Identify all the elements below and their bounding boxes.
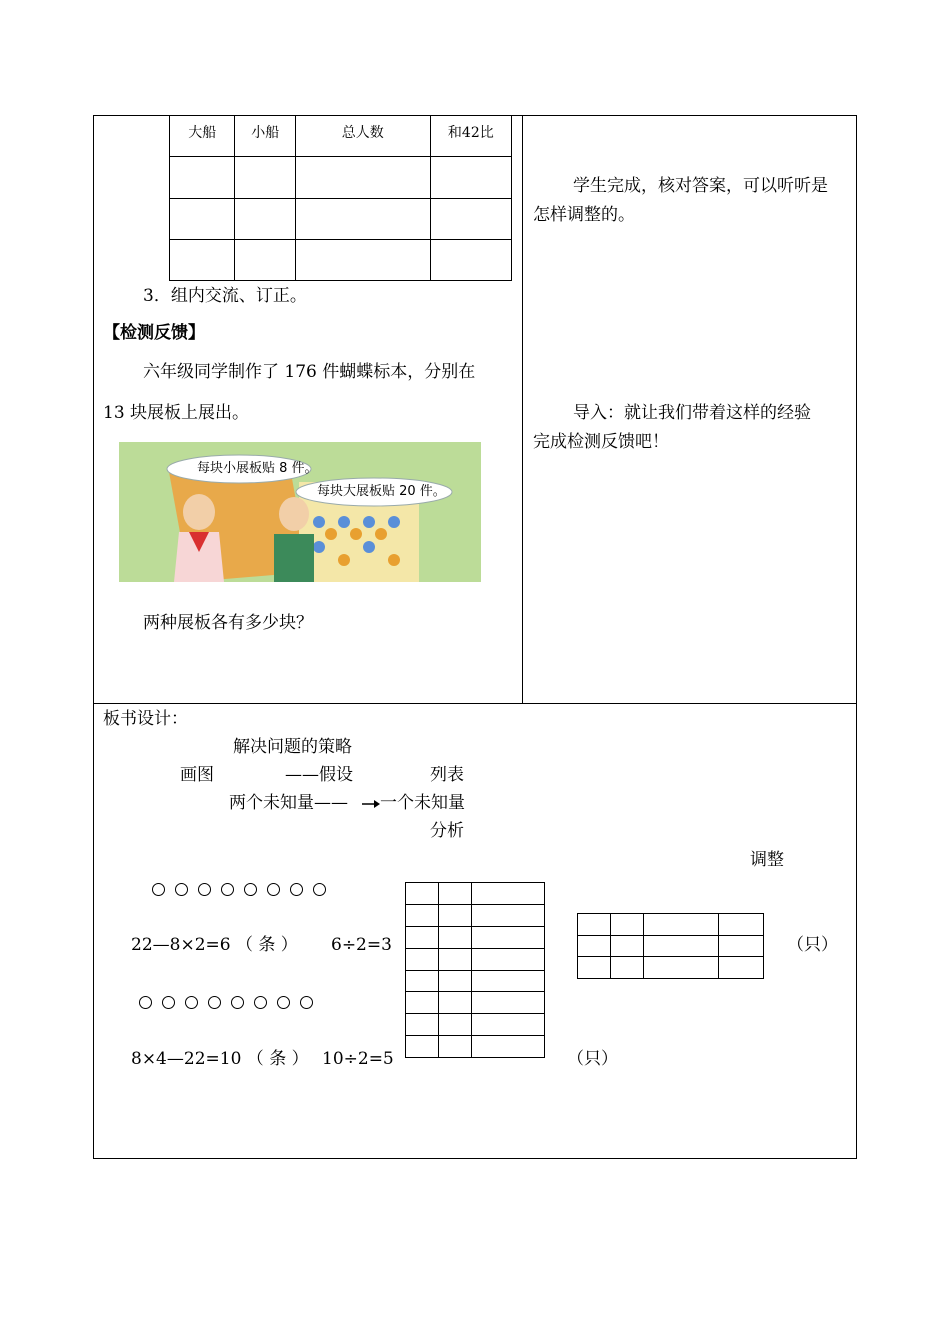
unit-label-2: （只）: [567, 1049, 618, 1069]
frame-bottom: [93, 1158, 857, 1159]
board-label: 板书设计：: [103, 709, 188, 729]
arrow-right-icon: [362, 798, 380, 810]
teacher-note-2-line-1: 导入：就让我们带着这样的经验: [573, 403, 811, 423]
equation-4: 10÷2=5: [322, 1049, 394, 1069]
teacher-note-2-line-2: 完成检测反馈吧！: [533, 432, 669, 452]
question-text: 两种展板各有多少块？: [143, 613, 313, 633]
circle-icon: [139, 996, 152, 1009]
butterfly-illustration: [119, 442, 481, 582]
circle-icon: [221, 883, 234, 896]
table-row: [170, 157, 512, 198]
header-big-boat: 大船: [170, 116, 235, 157]
boat-table: [169, 115, 512, 281]
circle-icon: [208, 996, 221, 1009]
problem-line-1: 六年级同学制作了 176 件蝴蝶标本，分别在: [143, 362, 476, 382]
teacher-note-1-line-1: 学生完成，核对答案，可以听听是: [573, 176, 828, 196]
bubble-small-board: 每块小展板贴 8 件。: [197, 461, 318, 476]
circle-icon: [267, 883, 280, 896]
equation-1: 22—8×2=6 （ 条 ）: [131, 935, 298, 955]
equation-3: 8×4—22=10 （ 条 ）: [131, 1049, 309, 1069]
board-title: 解决问题的策略: [233, 737, 352, 757]
circle-icon: [254, 996, 267, 1009]
strategy-draw: 画图: [180, 765, 214, 785]
unit-label-1: （只）: [787, 935, 838, 955]
row-divider: [93, 703, 857, 704]
circle-icon: [300, 996, 313, 1009]
circles-row-2: [139, 994, 323, 1013]
strategy-analyze: 分析: [430, 821, 464, 841]
circle-icon: [313, 883, 326, 896]
circles-row-1: [152, 881, 336, 900]
list-table-small: [577, 913, 764, 979]
strategy-adjust: 调整: [750, 850, 784, 870]
circle-icon: [244, 883, 257, 896]
bubble-big-board: 每块大展板贴 20 件。: [317, 484, 446, 499]
strategy-list: 列表: [430, 765, 464, 785]
table-row: [170, 239, 512, 280]
frame-left: [93, 115, 94, 1159]
circle-icon: [290, 883, 303, 896]
circle-icon: [152, 883, 165, 896]
one-unknown: 一个未知量: [380, 793, 465, 813]
circle-icon: [198, 883, 211, 896]
circle-icon: [162, 996, 175, 1009]
circle-icon: [231, 996, 244, 1009]
header-compare-42: 和42比: [430, 116, 511, 157]
problem-line-2: 13 块展板上展出。: [103, 403, 250, 423]
circle-icon: [277, 996, 290, 1009]
column-divider: [522, 115, 523, 703]
equation-2: 6÷2=3: [331, 935, 392, 955]
circle-icon: [185, 996, 198, 1009]
circle-icon: [175, 883, 188, 896]
frame-right: [856, 115, 857, 1159]
strategy-assume: ——假设: [285, 765, 353, 785]
header-total-people: 总人数: [295, 116, 430, 157]
section-title: 【检测反馈】: [103, 323, 205, 343]
list-table-tall: [405, 882, 545, 1058]
step-3-text: 3．组内交流、订正。: [143, 286, 307, 306]
teacher-note-1-line-2: 怎样调整的。: [533, 205, 635, 225]
two-unknowns: 两个未知量——: [229, 793, 348, 813]
table-row: [170, 198, 512, 239]
header-small-boat: 小船: [235, 116, 296, 157]
